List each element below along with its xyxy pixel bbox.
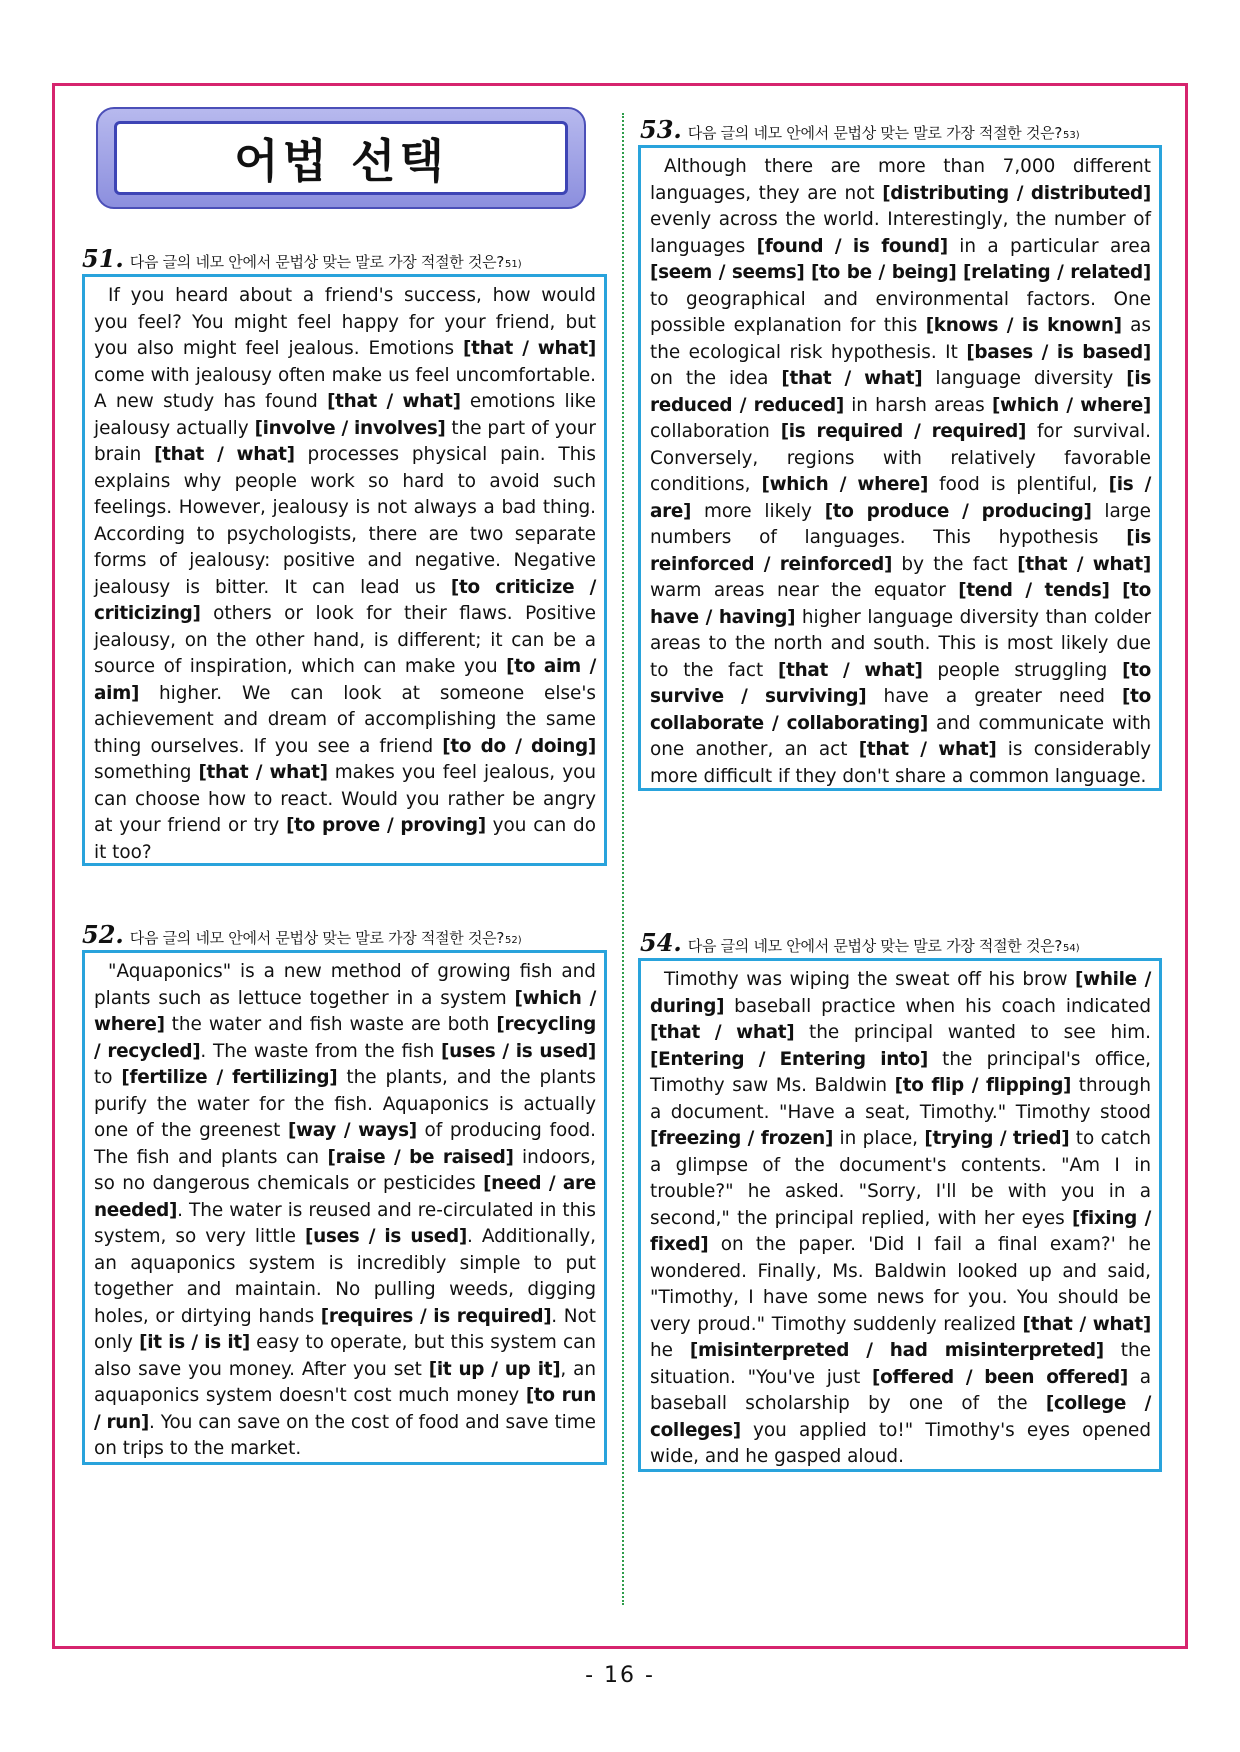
grammar-choice: [to prove / proving] bbox=[286, 815, 486, 836]
passage-box-51 bbox=[82, 274, 607, 866]
grammar-choice: [need / are needed] bbox=[94, 1173, 596, 1221]
passage-box-54 bbox=[638, 958, 1162, 1472]
passage-text: If you heard about a friend's success, how would you feel? You might feel happy for your friend, but you also might feel jealous. Emotions [that / what] come with jealousy often make us feel uncomfortable. A new study has found [that / what] emotions like jealousy actually [involve / involves] the part of your brain [that / what] processes physical pain. This explains why people work so hard to avoid such feelings. However, jealousy is not always a bad thing. According to psychologists, there are two separate forms of jealousy: positive and negative. Negative jealousy is bitter. It can lead us [to criticize / criticizing] others or look for their flaws. Positive jealousy, on the other hand, is different; it can be a source of inspiration, which can make you [to aim / aim] higher. We can look at someone else's achievement and dream of accomplishing the same thing ourselves. If you see a friend [to do / doing] something [that / what] makes you feel jealous, you can choose how to react. Would you rather be angry at your friend or try [to prove / proving] you can do it too? bbox=[94, 285, 596, 863]
grammar-choice: [way / ways] bbox=[287, 1120, 417, 1141]
grammar-choice: [offered / been offered] bbox=[872, 1366, 1129, 1388]
grammar-choice: [it is / is it] bbox=[139, 1332, 250, 1353]
grammar-choice: [that / what] bbox=[154, 444, 295, 465]
question-header-53 bbox=[640, 115, 1080, 144]
grammar-choice: [bases / is based] bbox=[966, 341, 1151, 363]
passage-text: Timothy was wiping the sweat off his brow [while / during] baseball practice when his coach indicated [that / what] the principal wanted to see him. [Entering / Entering into] the principal's office, Timothy saw Ms. Baldwin [to flip / flipping] through a document. "Have a seat, Timothy." Timothy stood [freezing / frozen] in place, [trying / tried] to catch a glimpse of the document's contents. "Am I in trouble?" he asked. "Sorry, I'll be with you in a second," the principal replied, with her eyes [fixing / fixed] on the paper. 'Did I fail a final exam?' he wondered. Finally, Ms. Baldwin looked up and said, "Timothy, I have some news for you. You should be very proud." Timothy suddenly realized [that / what] he [misinterpreted / had misinterpreted] the situation. "You've just [offered / been offered] a baseball scholarship by one of the [college / colleges] you applied to!" Timothy's eyes opened wide, and he gasped aloud. bbox=[650, 969, 1152, 1467]
section-title-banner bbox=[96, 107, 586, 209]
grammar-choice: [relating / related] bbox=[963, 262, 1151, 283]
grammar-choice: [that / what] bbox=[777, 659, 923, 681]
question-instruction: 다음 글의 네모 안에서 문법상 맞는 말로 가장 적절한 것은? bbox=[129, 929, 505, 947]
question-number: 52. bbox=[82, 920, 124, 949]
grammar-choice: [involve / involves] bbox=[254, 417, 446, 439]
question-number: 51. bbox=[82, 244, 124, 273]
grammar-choice: [is required / required] bbox=[780, 421, 1027, 442]
question-number: 53. bbox=[640, 115, 682, 144]
grammar-choice: [raise / be raised] bbox=[327, 1146, 514, 1168]
grammar-choice: [fertilize / fertilizing] bbox=[121, 1067, 338, 1088]
grammar-choice: [requires / is required] bbox=[320, 1305, 552, 1327]
grammar-choice: [trying / tried] bbox=[924, 1128, 1070, 1149]
grammar-choice: [that / what] bbox=[858, 739, 997, 760]
section-title: 어법 선택 bbox=[234, 134, 448, 188]
grammar-choice: [which / where] bbox=[991, 394, 1151, 416]
grammar-choice: [to run / run] bbox=[94, 1385, 596, 1433]
grammar-choice: [that / what] bbox=[1022, 1313, 1151, 1335]
grammar-choice: [to aim / aim] bbox=[94, 656, 596, 704]
grammar-choice: [tend / tends] bbox=[958, 580, 1110, 601]
grammar-choice: [to do / doing] bbox=[442, 735, 596, 757]
passage-box-52 bbox=[82, 950, 607, 1465]
grammar-choice: [to have / having] bbox=[650, 580, 1151, 628]
passage-text: Although there are more than 7,000 different languages, they are not [distributing / distributed] evenly across the world. Interestingly, the number of languages [found / is found] in a particular area [seem / seems] [to be / being] [relating / related] to geographical and environmental factors. One possible explanation for this [knows / is known] as the ecological risk hypothesis. It [bases / is based] on the idea [that / what] language diversity [is reduced / reduced] in harsh areas [which / where] collaboration [is required / required] for survival. Conversely, regions with relatively favorable conditions, [which / where] food is plentiful, [is / are] more likely [to produce / producing] large numbers of languages. This hypothesis [is reinforced / reinforced] by the fact [that / what] warm areas near the equator [tend / tends] [to have / having] higher language diversity than colder areas to the north and south. This is most likely due to the fact [that / what] people struggling [to survive / surviving] have a greater need [to collaborate / collaborating] and communicate with one another, an act [that / what] is considerably more difficult if they don't share a common language. bbox=[650, 156, 1152, 787]
grammar-choice: [uses / is used] bbox=[441, 1040, 596, 1062]
grammar-choice: [which / where] bbox=[94, 987, 596, 1035]
passage-text: "Aquaponics" is a new method of growing fish and plants such as lettuce together in a system [which / where] the water and fish waste are both [recycling / recycled]. The waste from the fish [uses / is used] to [fertilize / fertilizing] the plants, and the plants purify the water for the fish. Aquaponics is actually one of the greenest [way / ways] of producing food. The fish and plants can [raise / be raised] indoors, so no dangerous chemicals or pesticides [need / are needed]. The water is reused and re-circulated in this system, so very little [uses / is used]. Additionally, an aquaponics system is incredibly simple to put together and maintain. No pulling weeds, digging holes, or dirtying hands [requires / is required]. Not only [it is / is it] easy to operate, but this system can also save you money. After you set [it up / up it], an aquaponics system doesn't cost much money [to run / run]. You can save on the cost of food and save time on trips to the market. bbox=[94, 961, 597, 1459]
grammar-choice: [that / what] bbox=[781, 368, 923, 389]
grammar-choice: [that / what] bbox=[198, 762, 328, 783]
grammar-choice: [is / are] bbox=[650, 474, 1152, 522]
grammar-choice: [fixing / fixed] bbox=[650, 1207, 1151, 1255]
section-title-inner bbox=[114, 121, 568, 195]
footnote-marker: 52) bbox=[505, 935, 522, 946]
grammar-choice: [which / where] bbox=[761, 474, 929, 495]
grammar-choice: [college / colleges] bbox=[650, 1393, 1152, 1441]
grammar-choice: [freezing / frozen] bbox=[650, 1128, 834, 1149]
grammar-choice: [to flip / flipping] bbox=[894, 1075, 1072, 1096]
grammar-choice: [seem / seems] bbox=[650, 262, 805, 283]
grammar-choice: [that / what] bbox=[463, 338, 596, 359]
grammar-choice: [that / what] bbox=[1017, 553, 1151, 575]
grammar-choice: [to collaborate / collaborating] bbox=[650, 686, 1151, 734]
question-instruction: 다음 글의 네모 안에서 문법상 맞는 말로 가장 적절한 것은? bbox=[129, 253, 505, 271]
grammar-choice: [misinterpreted / had misinterpreted] bbox=[689, 1340, 1104, 1361]
footnote-marker: 51) bbox=[505, 259, 522, 270]
passage-box-53 bbox=[638, 145, 1162, 791]
grammar-choice: [while / during] bbox=[650, 969, 1151, 1017]
grammar-choice: [to be / being] bbox=[811, 262, 957, 283]
footnote-marker: 53) bbox=[1063, 130, 1080, 141]
grammar-choice: [Entering / Entering into] bbox=[650, 1048, 928, 1070]
grammar-choice: [is reinforced / reinforced] bbox=[650, 527, 1151, 575]
grammar-choice: [that / what] bbox=[650, 1022, 795, 1043]
question-number: 54. bbox=[640, 928, 682, 957]
grammar-choice: [knows / is known] bbox=[925, 315, 1122, 336]
grammar-choice: [found / is found] bbox=[756, 235, 948, 257]
grammar-choice: [to survive / surviving] bbox=[650, 659, 1152, 707]
column-divider bbox=[622, 113, 624, 1605]
question-header-54 bbox=[640, 928, 1080, 957]
grammar-choice: [distributing / distributed] bbox=[882, 182, 1152, 204]
grammar-choice: [that / what] bbox=[327, 391, 461, 412]
question-instruction: 다음 글의 네모 안에서 문법상 맞는 말로 가장 적절한 것은? bbox=[687, 937, 1063, 955]
grammar-choice: [recycling / recycled] bbox=[94, 1014, 596, 1062]
grammar-choice: [to criticize / criticizing] bbox=[94, 576, 596, 624]
question-header-52 bbox=[82, 920, 522, 949]
question-header-51 bbox=[82, 244, 522, 273]
grammar-choice: [is reduced / reduced] bbox=[650, 368, 1151, 416]
grammar-choice: [uses / is used] bbox=[305, 1226, 467, 1247]
grammar-choice: [to produce / producing] bbox=[824, 500, 1092, 522]
question-instruction: 다음 글의 네모 안에서 문법상 맞는 말로 가장 적절한 것은? bbox=[687, 124, 1063, 142]
page-number: - 16 - bbox=[585, 1663, 655, 1688]
grammar-choice: [it up / up it] bbox=[428, 1358, 561, 1380]
footnote-marker: 54) bbox=[1063, 943, 1080, 954]
